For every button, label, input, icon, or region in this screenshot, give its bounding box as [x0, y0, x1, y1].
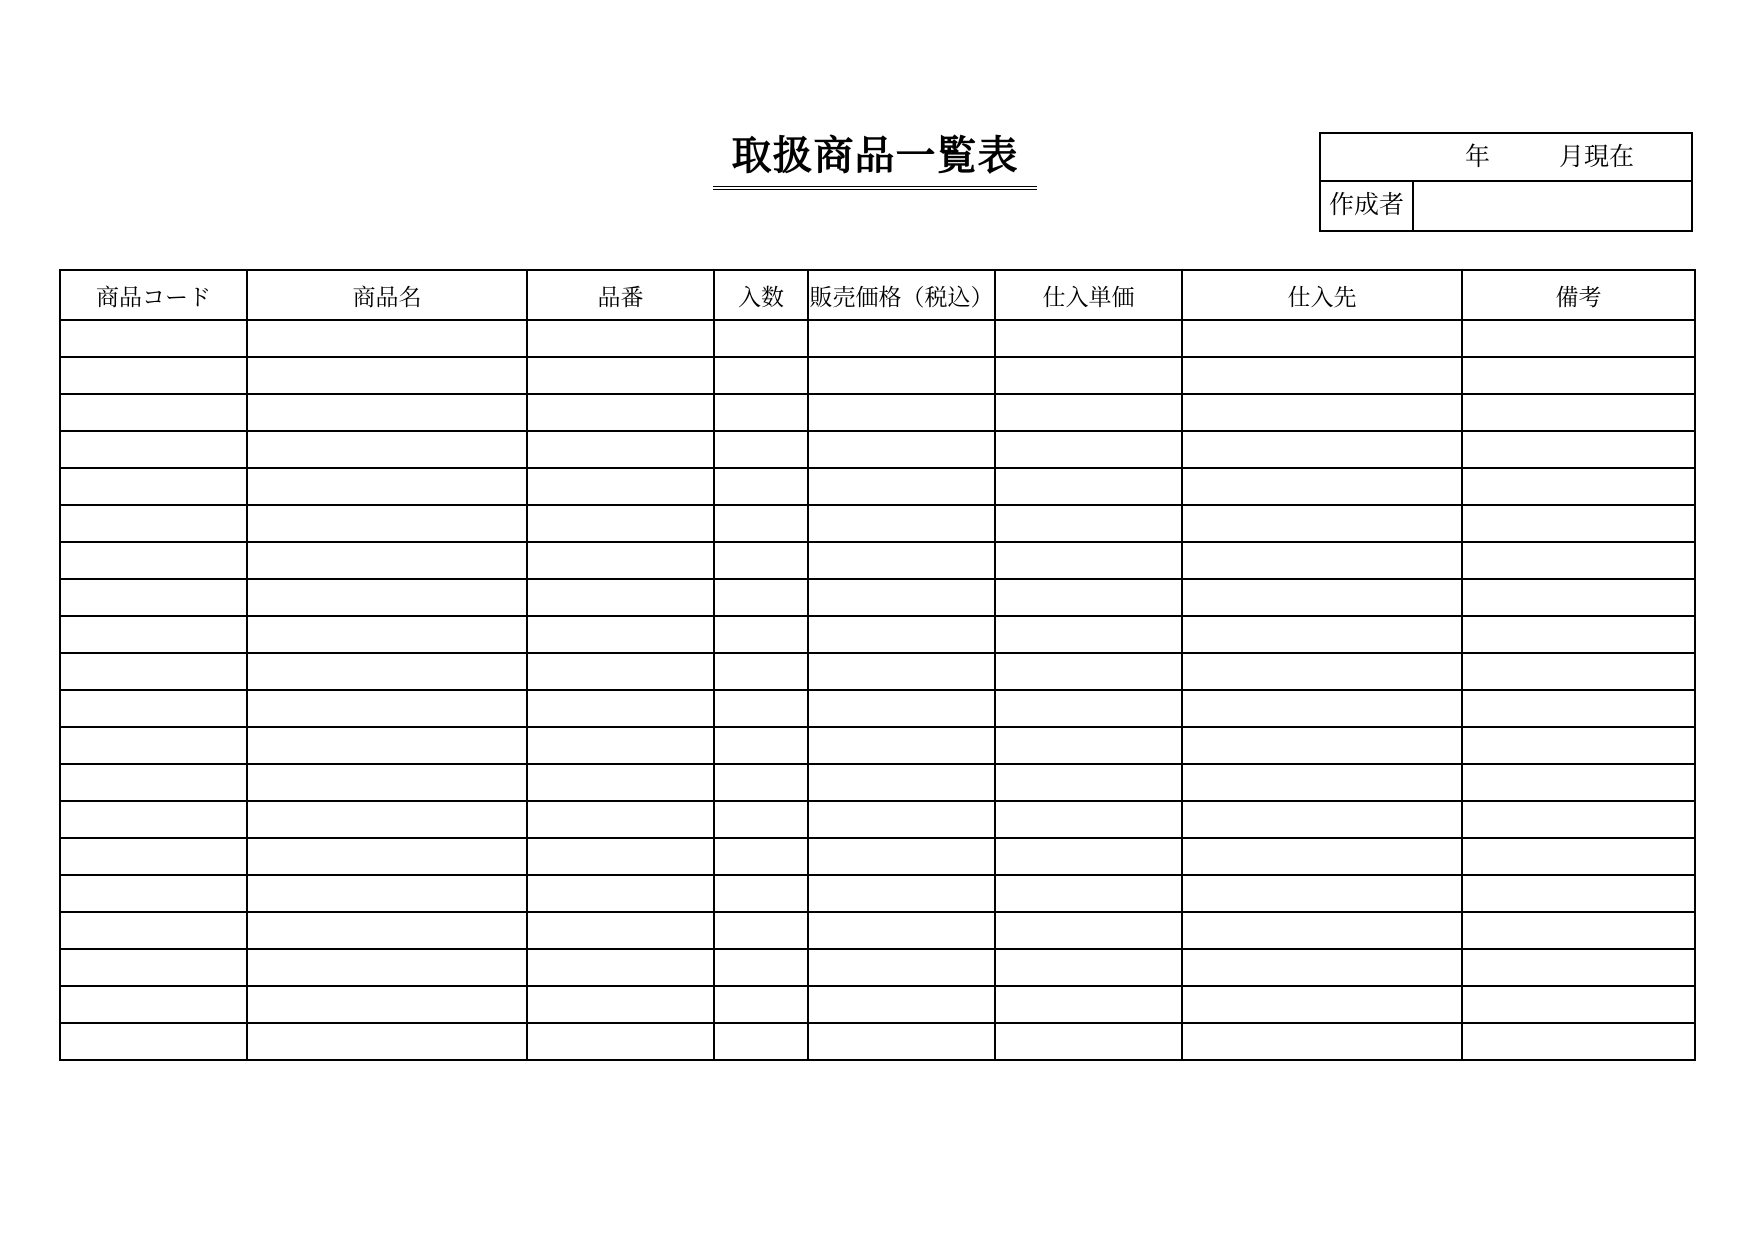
product-code-cell[interactable] [60, 986, 247, 1023]
table-row [60, 579, 1695, 616]
sale-price-cell[interactable] [808, 505, 995, 542]
product-name-cell[interactable] [247, 505, 527, 542]
quantity-cell[interactable] [714, 912, 808, 949]
part-number-cell[interactable] [527, 727, 714, 764]
part-number-cell[interactable] [527, 468, 714, 505]
table-row [60, 653, 1695, 690]
quantity-cell[interactable] [714, 542, 808, 579]
product-name-cell[interactable] [247, 801, 527, 838]
notes-cell[interactable] [1462, 727, 1695, 764]
unit-cost-cell[interactable] [995, 690, 1182, 727]
product-name-cell[interactable] [247, 579, 527, 616]
product-name-cell[interactable] [247, 838, 527, 875]
page-title: 取扱商品一覧表 [713, 130, 1037, 190]
part-number-cell[interactable] [527, 579, 714, 616]
part-number-cell[interactable] [527, 986, 714, 1023]
notes-cell[interactable] [1462, 1023, 1695, 1060]
sale-price-cell[interactable] [808, 727, 995, 764]
table-row [60, 1023, 1695, 1060]
sale-price-cell[interactable] [808, 690, 995, 727]
product-code-cell[interactable] [60, 875, 247, 912]
table-row [60, 505, 1695, 542]
product-name-cell[interactable] [247, 320, 527, 357]
quantity-cell[interactable] [714, 949, 808, 986]
part-number-cell[interactable] [527, 764, 714, 801]
table-row [60, 727, 1695, 764]
product-code-cell[interactable] [60, 949, 247, 986]
column-header-notes: 備考 [1462, 270, 1695, 320]
product-code-cell[interactable] [60, 579, 247, 616]
table-row [60, 764, 1695, 801]
part-number-cell[interactable] [527, 505, 714, 542]
unit-cost-cell[interactable] [995, 801, 1182, 838]
part-number-cell[interactable] [527, 949, 714, 986]
sale-price-cell[interactable] [808, 912, 995, 949]
part-number-cell[interactable] [527, 431, 714, 468]
info-box [1319, 132, 1693, 232]
unit-cost-cell[interactable] [995, 986, 1182, 1023]
product-code-cell[interactable] [60, 505, 247, 542]
quantity-cell[interactable] [714, 579, 808, 616]
supplier-cell[interactable] [1182, 949, 1462, 986]
supplier-cell[interactable] [1182, 727, 1462, 764]
quantity-cell[interactable] [714, 690, 808, 727]
table-row [60, 320, 1695, 357]
table-row [60, 616, 1695, 653]
table-row [60, 875, 1695, 912]
product-name-cell[interactable] [247, 949, 527, 986]
product-code-cell[interactable] [60, 1023, 247, 1060]
part-number-cell[interactable] [527, 394, 714, 431]
column-header-unit-cost: 仕入単価 [995, 270, 1182, 320]
sale-price-cell[interactable] [808, 838, 995, 875]
product-code-cell[interactable] [60, 431, 247, 468]
product-code-cell[interactable] [60, 542, 247, 579]
unit-cost-cell[interactable] [995, 949, 1182, 986]
supplier-cell[interactable] [1182, 801, 1462, 838]
product-code-cell[interactable] [60, 764, 247, 801]
part-number-cell[interactable] [527, 616, 714, 653]
supplier-cell[interactable] [1182, 579, 1462, 616]
product-name-cell[interactable] [247, 764, 527, 801]
notes-cell[interactable] [1462, 505, 1695, 542]
unit-cost-cell[interactable] [995, 320, 1182, 357]
product-code-cell[interactable] [60, 653, 247, 690]
unit-cost-cell[interactable] [995, 505, 1182, 542]
notes-cell[interactable] [1462, 949, 1695, 986]
table-row [60, 986, 1695, 1023]
part-number-cell[interactable] [527, 912, 714, 949]
product-code-cell[interactable] [60, 727, 247, 764]
part-number-cell[interactable] [527, 1023, 714, 1060]
table-body [60, 320, 1695, 1060]
notes-cell[interactable] [1462, 690, 1695, 727]
table-row [60, 394, 1695, 431]
month-label: 月現在 [1559, 142, 1635, 171]
author-label: 作成者 [1321, 182, 1414, 230]
table-row [60, 690, 1695, 727]
sale-price-cell[interactable] [808, 394, 995, 431]
supplier-cell[interactable] [1182, 986, 1462, 1023]
supplier-cell[interactable] [1182, 468, 1462, 505]
unit-cost-cell[interactable] [995, 838, 1182, 875]
unit-cost-cell[interactable] [995, 912, 1182, 949]
supplier-cell[interactable] [1182, 1023, 1462, 1060]
product-name-cell[interactable] [247, 986, 527, 1023]
unit-cost-cell[interactable] [995, 542, 1182, 579]
table-row [60, 542, 1695, 579]
table-row [60, 468, 1695, 505]
notes-cell[interactable] [1462, 468, 1695, 505]
sale-price-cell[interactable] [808, 431, 995, 468]
author-field[interactable] [1414, 182, 1691, 230]
header-row [60, 270, 1695, 320]
product-name-cell[interactable] [247, 875, 527, 912]
unit-cost-cell[interactable] [995, 468, 1182, 505]
quantity-cell[interactable] [714, 653, 808, 690]
product-name-cell[interactable] [247, 912, 527, 949]
product-code-cell[interactable] [60, 320, 247, 357]
notes-cell[interactable] [1462, 431, 1695, 468]
sale-price-cell[interactable] [808, 579, 995, 616]
quantity-cell[interactable] [714, 986, 808, 1023]
product-name-cell[interactable] [247, 431, 527, 468]
quantity-cell[interactable] [714, 801, 808, 838]
unit-cost-cell[interactable] [995, 357, 1182, 394]
unit-cost-cell[interactable] [995, 1023, 1182, 1060]
part-number-cell[interactable] [527, 690, 714, 727]
notes-cell[interactable] [1462, 579, 1695, 616]
part-number-cell[interactable] [527, 838, 714, 875]
part-number-cell[interactable] [527, 801, 714, 838]
product-name-cell[interactable] [247, 1023, 527, 1060]
unit-cost-cell[interactable] [995, 394, 1182, 431]
supplier-cell[interactable] [1182, 394, 1462, 431]
table-row [60, 357, 1695, 394]
quantity-cell[interactable] [714, 875, 808, 912]
sale-price-cell[interactable] [808, 542, 995, 579]
notes-cell[interactable] [1462, 764, 1695, 801]
quantity-cell[interactable] [714, 394, 808, 431]
part-number-cell[interactable] [527, 357, 714, 394]
product-code-cell[interactable] [60, 616, 247, 653]
quantity-cell[interactable] [714, 505, 808, 542]
unit-cost-cell[interactable] [995, 727, 1182, 764]
quantity-cell[interactable] [714, 357, 808, 394]
product-code-cell[interactable] [60, 468, 247, 505]
supplier-cell[interactable] [1182, 838, 1462, 875]
unit-cost-cell[interactable] [995, 616, 1182, 653]
table-row [60, 431, 1695, 468]
notes-cell[interactable] [1462, 912, 1695, 949]
sale-price-cell[interactable] [808, 357, 995, 394]
supplier-cell[interactable] [1182, 875, 1462, 912]
sale-price-cell[interactable] [808, 986, 995, 1023]
quantity-cell[interactable] [714, 727, 808, 764]
product-code-cell[interactable] [60, 394, 247, 431]
notes-cell[interactable] [1462, 875, 1695, 912]
quantity-cell[interactable] [714, 764, 808, 801]
sale-price-cell[interactable] [808, 1023, 995, 1060]
sale-price-cell[interactable] [808, 801, 995, 838]
supplier-cell[interactable] [1182, 431, 1462, 468]
author-row [1321, 182, 1691, 230]
supplier-cell[interactable] [1182, 690, 1462, 727]
table-row [60, 912, 1695, 949]
supplier-cell[interactable] [1182, 912, 1462, 949]
product-code-cell[interactable] [60, 838, 247, 875]
quantity-cell[interactable] [714, 616, 808, 653]
column-header-quantity: 入数 [714, 270, 808, 320]
notes-cell[interactable] [1462, 838, 1695, 875]
product-name-cell[interactable] [247, 616, 527, 653]
quantity-cell[interactable] [714, 838, 808, 875]
quantity-cell[interactable] [714, 468, 808, 505]
quantity-cell[interactable] [714, 431, 808, 468]
sale-price-cell[interactable] [808, 320, 995, 357]
notes-cell[interactable] [1462, 320, 1695, 357]
product-name-cell[interactable] [247, 542, 527, 579]
notes-cell[interactable] [1462, 357, 1695, 394]
sale-price-cell[interactable] [808, 616, 995, 653]
table-row [60, 949, 1695, 986]
notes-cell[interactable] [1462, 986, 1695, 1023]
product-code-cell[interactable] [60, 801, 247, 838]
document-title-block [713, 130, 1037, 190]
column-header-product-code: 商品コード [60, 270, 247, 320]
unit-cost-cell[interactable] [995, 875, 1182, 912]
part-number-cell[interactable] [527, 320, 714, 357]
year-label: 年 [1465, 142, 1491, 171]
supplier-cell[interactable] [1182, 320, 1462, 357]
unit-cost-cell[interactable] [995, 579, 1182, 616]
column-header-sale-price: 販売価格（税込） [808, 270, 995, 320]
product-code-cell[interactable] [60, 912, 247, 949]
product-name-cell[interactable] [247, 357, 527, 394]
supplier-cell[interactable] [1182, 764, 1462, 801]
sale-price-cell[interactable] [808, 764, 995, 801]
column-header-supplier: 仕入先 [1182, 270, 1462, 320]
quantity-cell[interactable] [714, 320, 808, 357]
unit-cost-cell[interactable] [995, 653, 1182, 690]
notes-cell[interactable] [1462, 616, 1695, 653]
table-header [60, 270, 1695, 320]
part-number-cell[interactable] [527, 875, 714, 912]
quantity-cell[interactable] [714, 1023, 808, 1060]
date-row [1321, 134, 1691, 182]
sale-price-cell[interactable] [808, 949, 995, 986]
sale-price-cell[interactable] [808, 653, 995, 690]
supplier-cell[interactable] [1182, 542, 1462, 579]
product-name-cell[interactable] [247, 394, 527, 431]
part-number-cell[interactable] [527, 542, 714, 579]
column-header-product-name: 商品名 [247, 270, 527, 320]
supplier-cell[interactable] [1182, 505, 1462, 542]
product-name-cell[interactable] [247, 468, 527, 505]
table-row [60, 838, 1695, 875]
supplier-cell[interactable] [1182, 616, 1462, 653]
product-name-cell[interactable] [247, 727, 527, 764]
part-number-cell[interactable] [527, 653, 714, 690]
product-name-cell[interactable] [247, 653, 527, 690]
product-name-cell[interactable] [247, 690, 527, 727]
column-header-part-number: 品番 [527, 270, 714, 320]
product-code-cell[interactable] [60, 357, 247, 394]
notes-cell[interactable] [1462, 394, 1695, 431]
notes-cell[interactable] [1462, 653, 1695, 690]
sale-price-cell[interactable] [808, 468, 995, 505]
unit-cost-cell[interactable] [995, 431, 1182, 468]
notes-cell[interactable] [1462, 801, 1695, 838]
sale-price-cell[interactable] [808, 875, 995, 912]
unit-cost-cell[interactable] [995, 764, 1182, 801]
product-list-table [59, 269, 1696, 1061]
supplier-cell[interactable] [1182, 653, 1462, 690]
product-code-cell[interactable] [60, 690, 247, 727]
notes-cell[interactable] [1462, 542, 1695, 579]
table-row [60, 801, 1695, 838]
supplier-cell[interactable] [1182, 357, 1462, 394]
